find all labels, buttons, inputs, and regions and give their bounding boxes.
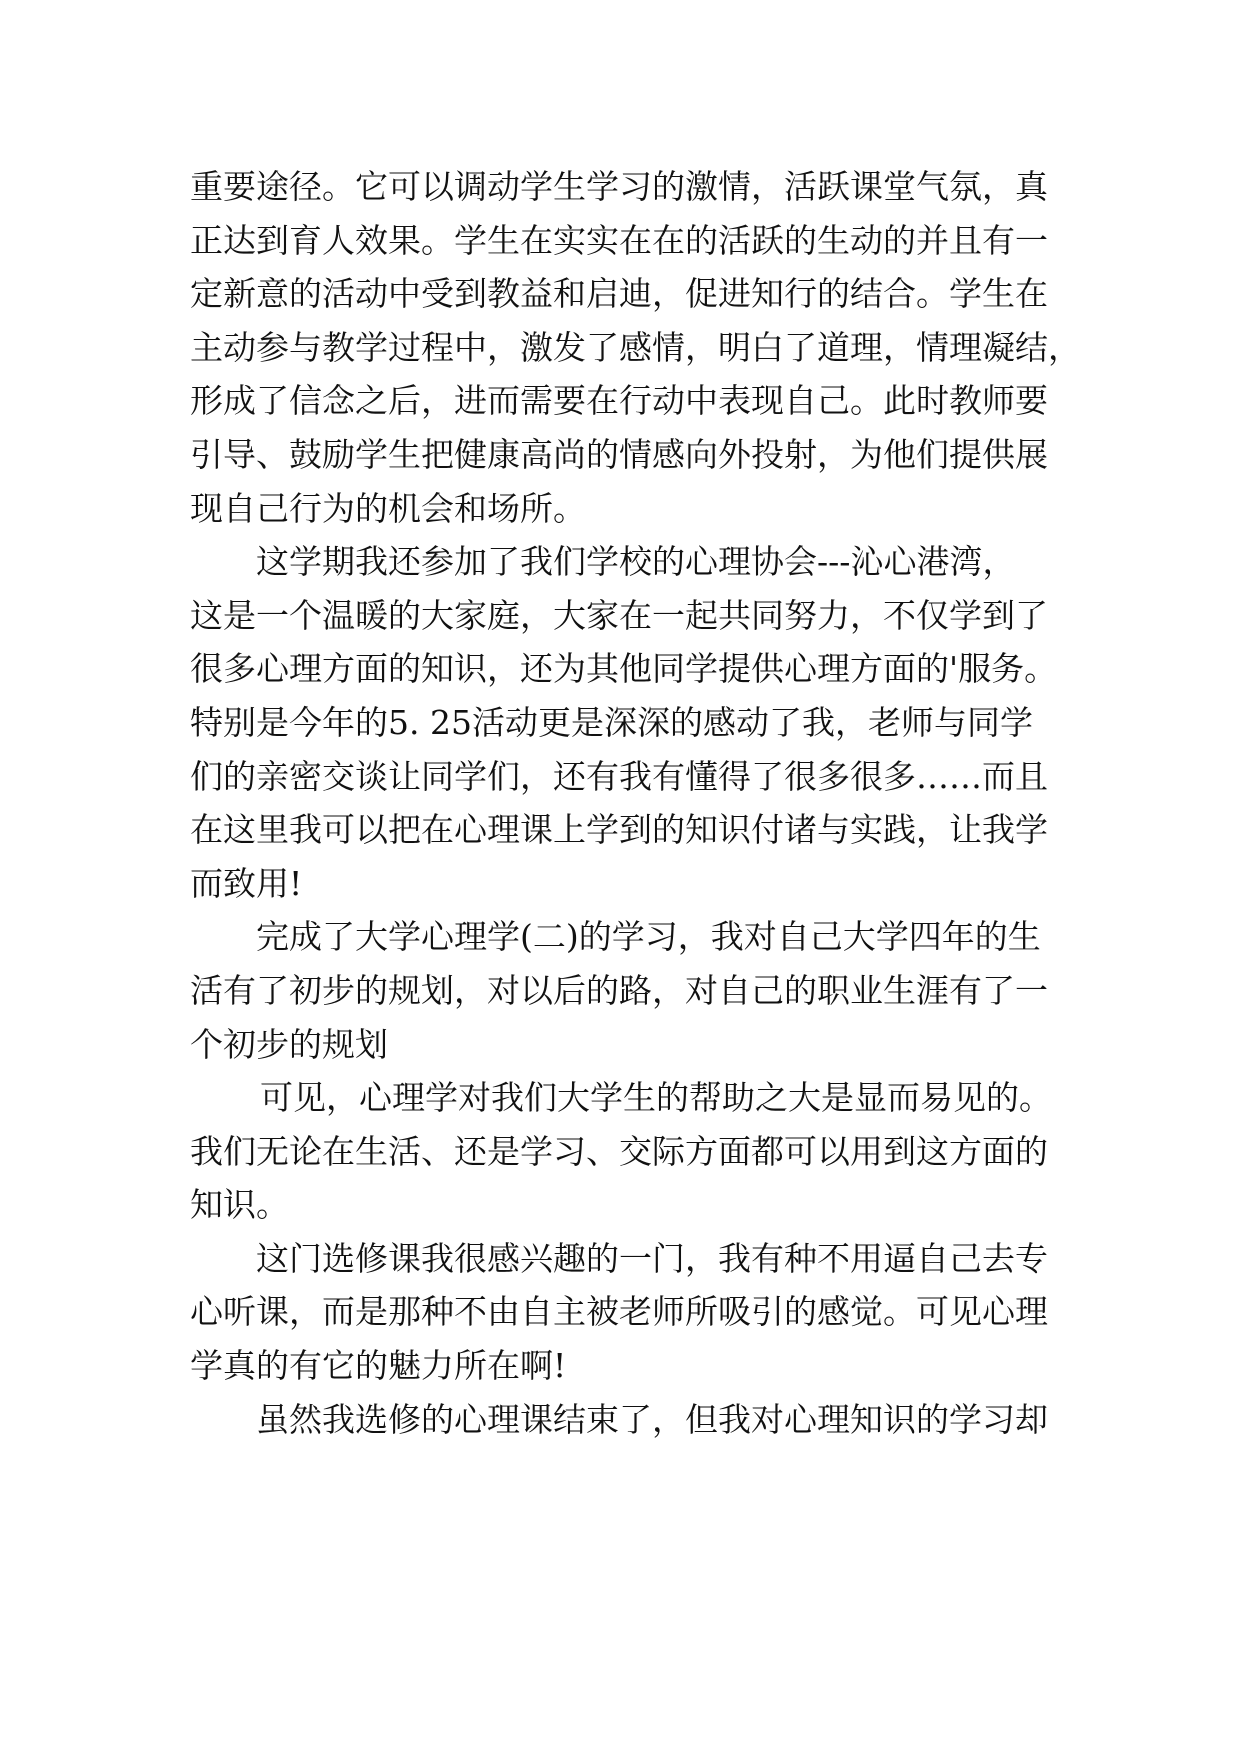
text-line: 心听课，而是那种不由自主被老师所吸引的感觉。可见心理 [190,1292,1048,1332]
paragraph-start-line: 这门选修课我很感兴趣的一门，我有种不用逼自己去专 [256,1238,1048,1278]
paragraph-start-line: 可见，心理学对我们大学生的帮助之大是显而易见的。 [260,1078,1052,1118]
text-line: 引导、鼓励学生把健康高尚的情感向外投射，为他们提供展 [190,434,1048,474]
paragraph-start-line: 虽然我选修的心理课结束了，但我对心理知识的学习却 [256,1399,1048,1439]
text-line: 正达到育人效果。学生在实实在在的活跃的生动的并且有一 [190,220,1048,260]
text-line: 定新意的活动中受到教益和启迪，促进知行的结合。学生在 [190,274,1048,314]
text-line: 知识。 [190,1185,289,1225]
text-line: 而致用! [190,863,303,903]
paragraph-start-line: 完成了大学心理学(二)的学习，我对自己大学四年的生 [256,917,1041,957]
text-line: 很多心理方面的知识，还为其他同学提供心理方面的'服务。 [190,649,1058,689]
text-line: 特别是今年的5. 25活动更是深深的感动了我，老师与同学 [190,702,1033,742]
text-line: 我们无论在生活、还是学习、交际方面都可以用到这方面的 [190,1131,1048,1171]
text-line: 个初步的规划 [190,1024,388,1064]
text-line: 这是一个温暖的大家庭，大家在一起共同努力，不仅学到了 [190,595,1048,635]
text-line: 们的亲密交谈让同学们，还有我有懂得了很多很多……而且 [190,756,1048,796]
document-body [190,160,1081,1446]
text-line: 活有了初步的规划，对以后的路，对自己的职业生涯有了一 [190,970,1048,1010]
text-line: 主动参与教学过程中，激发了感情，明白了道理，情理凝结， [190,327,1081,367]
text-line: 重要途径。它可以调动学生学习的激情，活跃课堂气氛，真 [190,167,1048,206]
text-line: 形成了信念之后，进而需要在行动中表现自己。此时教师要 [190,381,1048,421]
paragraph-start-line: 这学期我还参加了我们学校的心理协会---沁心港湾， [256,542,1016,582]
text-line: 学真的有它的魅力所在啊! [190,1346,567,1386]
text-line: 在这里我可以把在心理课上学到的知识付诸与实践，让我学 [190,810,1048,850]
text-line: 现自己行为的机会和场所。 [190,488,586,528]
